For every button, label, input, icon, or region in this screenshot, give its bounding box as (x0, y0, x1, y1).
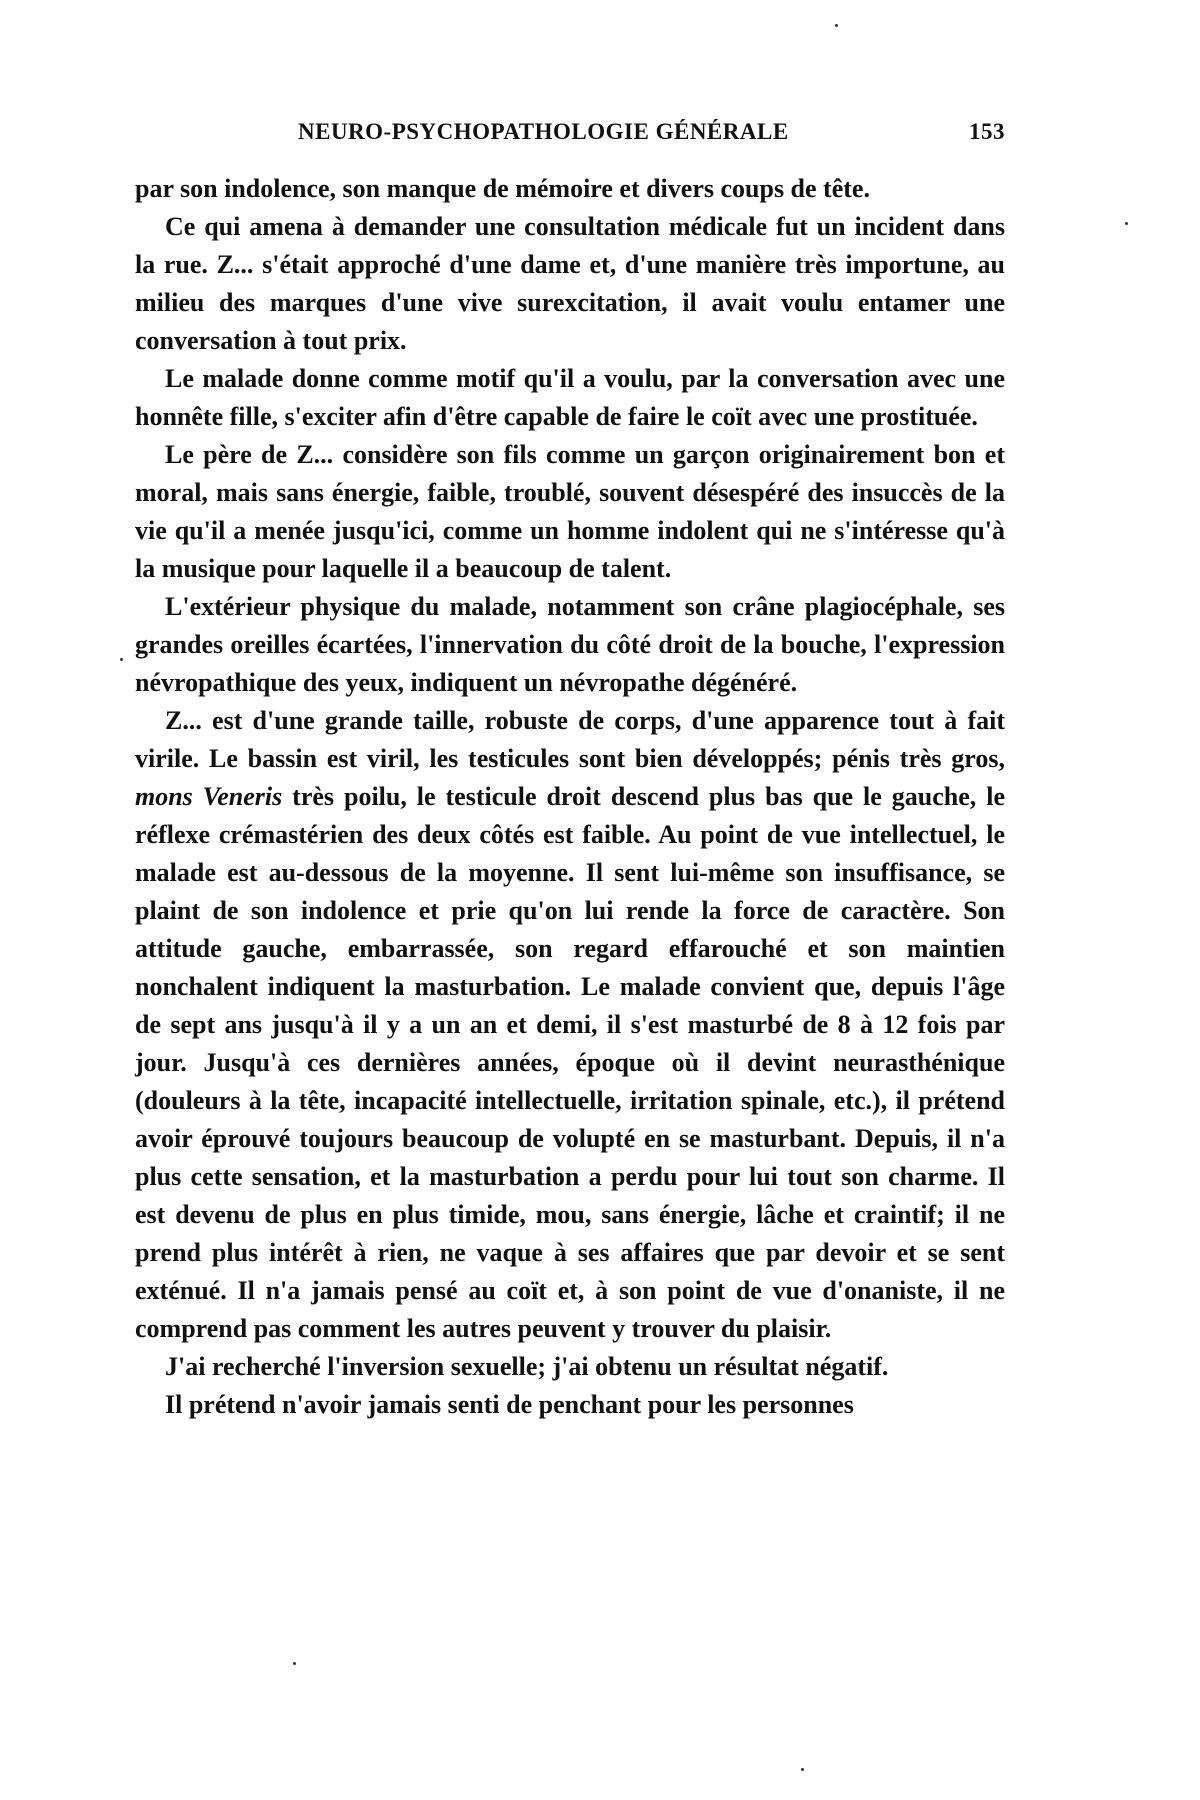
paper-speck (1125, 222, 1128, 225)
paragraph-6 (135, 702, 1005, 1348)
paragraph-5: L'extérieur physique du malade, notamment son crâne plagiocéphale, ses grandes oreilles écartées, l'innervation du côté droit de la bouche, l'expression névropathique des yeux, indiquent un névropathe dégénéré. (135, 592, 1005, 697)
paper-speck (120, 658, 123, 661)
paragraph-6-text-a: Z... est d'une grande taille, robuste de corps, d'une apparence tout à fait virile. Le bassin est viril, les testicules sont bien développés; pénis très gros, (135, 706, 1005, 773)
paper-speck (293, 1662, 296, 1665)
page-number: 153 (969, 119, 1005, 144)
paragraph-6-italic: mons Veneris (135, 782, 283, 811)
paper-speck (801, 1768, 804, 1771)
body-text (135, 170, 1005, 1424)
paragraph-4: Le père de Z... considère son fils comme un garçon originairement bon et moral, mais sans énergie, faible, troublé, souvent désespéré des insuccès de la vie qu'il a menée jusqu'ici, comme un homme indolent qui ne s'intéresse qu'à la musique pour laquelle il a beaucoup de talent. (135, 440, 1005, 583)
paragraph-3: Le malade donne comme motif qu'il a voulu, par la conversation avec une honnête fille, s'exciter afin d'être capable de faire le coït avec une prostituée. (135, 364, 1005, 431)
paragraph-2: Ce qui amena à demander une consultation médicale fut un incident dans la rue. Z... s'était approché d'une dame et, d'une manière très importune, au milieu des marques d'une vive surexcitation, il avait voulu entamer une conversation à tout prix. (135, 212, 1005, 355)
paragraph-8: Il prétend n'avoir jamais senti de penchant pour les personnes (165, 1390, 854, 1419)
paper-speck (835, 24, 838, 27)
paragraph-6-text-b: très poilu, le testicule droit descend plus bas que le gauche, le réflexe crémastérien des deux côtés est faible. Au point de vue intellectuel, le malade est au-dessous de la moyenne. Il sent lui-même son insuffisance, se plaint de son indolence et prie qu'on lui rende la force de caractère. Son attitude gauche, embarrassée, son regard effarouché et son maintien nonchalent indiquent la masturbation. Le malade convient que, depuis l'âge de sept ans jusqu'à il y a un an et demi, il s'est masturbé de 8 à 12 fois par jour. Jusqu'à ces dernières années, époque où il devint neurasthénique (douleurs à la tête, incapacité intellectuelle, irritation spinale, etc.), il prétend avoir éprouvé toujours beaucoup de volupté en se masturbant. Depuis, il n'a plus cette sensation, et la masturbation a perdu pour lui tout son charme. Il est devenu de plus en plus timide, mou, sans énergie, lâche et craintif; il ne prend plus intérêt à rien, ne vaque à ses affaires que par devoir et se sent exténué. Il n'a jamais pensé au coït et, à son point de vue d'onaniste, il ne comprend pas comment les autres peuvent y trouver du plaisir. (135, 782, 1005, 1343)
paragraph-1: par son indolence, son manque de mémoire et divers coups de tête. (135, 174, 870, 203)
running-title: NEURO-PSYCHOPATHOLOGIE GÉNÉRALE (298, 119, 789, 144)
paragraph-7: J'ai recherché l'inversion sexuelle; j'ai obtenu un résultat négatif. (165, 1352, 889, 1381)
running-head (135, 119, 1005, 153)
